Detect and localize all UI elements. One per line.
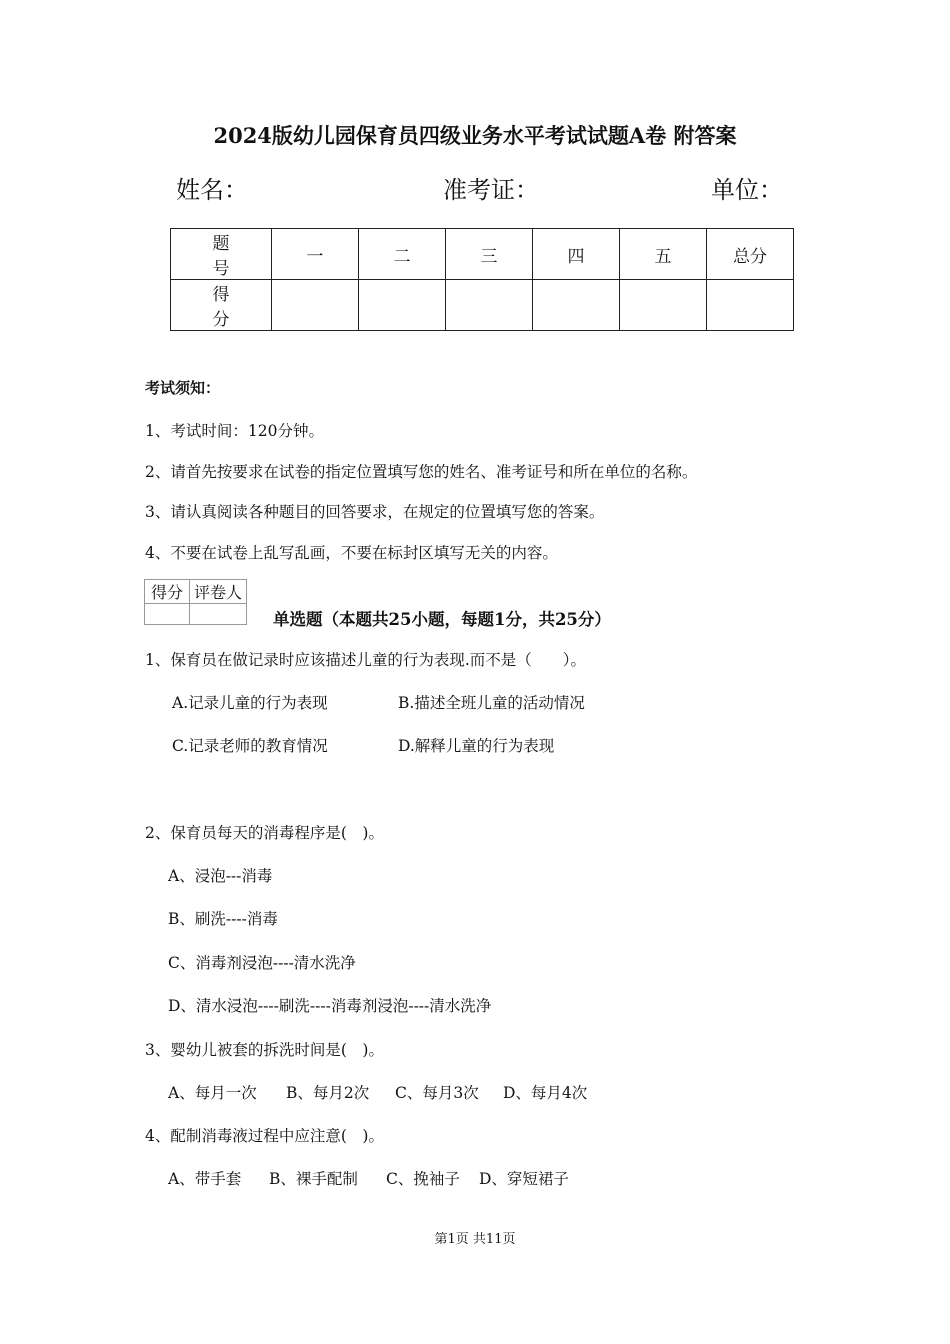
notice-item: 3、请认真阅读各种题目的回答要求，在规定的位置填写您的答案。: [145, 503, 605, 521]
grader-score-label: 得分: [145, 580, 190, 604]
score-cell-2[interactable]: [359, 280, 446, 331]
score-cell-3[interactable]: [446, 280, 533, 331]
name-label: 姓名：: [176, 176, 248, 204]
unit-label: 单位：: [711, 176, 783, 204]
header-cell-5: 五: [620, 229, 707, 280]
question-option: A、每月一次: [168, 1084, 257, 1102]
header-cell-label: 题 号: [171, 229, 272, 280]
question-option: A.记录儿童的行为表现: [172, 694, 328, 712]
question-stem: 1、保育员在做记录时应该描述儿童的行为表现.而不是（ ）。: [145, 651, 587, 669]
question-option: A、浸泡---消毒: [168, 867, 273, 885]
question-option: B、刷洗----消毒: [168, 910, 278, 928]
notice-heading: 考试须知：: [145, 379, 221, 397]
question-stem: 2、保育员每天的消毒程序是( )。: [145, 824, 384, 842]
question-option: D、每月4次: [503, 1084, 588, 1102]
question-option: D、穿短裙子: [479, 1170, 569, 1188]
question-option: B.描述全班儿童的活动情况: [398, 694, 585, 712]
grader-box: [144, 579, 247, 625]
exam-number-label: 准考证：: [443, 176, 539, 204]
score-cell-total[interactable]: [707, 280, 794, 331]
question-option: C.记录老师的教育情况: [172, 737, 328, 755]
header-cell-4: 四: [533, 229, 620, 280]
section-title: 单选题（本题共25小题，每题1分，共25分）: [273, 610, 611, 629]
notice-item: 4、不要在试卷上乱写乱画，不要在标封区填写无关的内容。: [145, 544, 558, 562]
question-option: C、挽袖子: [386, 1170, 460, 1188]
grader-reviewer-label: 评卷人: [190, 580, 247, 604]
header-cell-1: 一: [272, 229, 359, 280]
notice-item: 1、考试时间：120分钟。: [145, 422, 324, 440]
score-table: [170, 228, 794, 331]
question-option: D.解释儿童的行为表现: [398, 737, 555, 755]
question-option: D、清水浸泡----刷洗----消毒剂浸泡----清水洗净: [168, 997, 492, 1015]
question-stem: 4、配制消毒液过程中应注意( )。: [145, 1127, 384, 1145]
exam-title: 2024版幼儿园保育员四级业务水平考试试题A卷 附答案: [213, 123, 737, 148]
score-cell-5[interactable]: [620, 280, 707, 331]
score-cell-1[interactable]: [272, 280, 359, 331]
grader-reviewer-cell[interactable]: [190, 604, 247, 625]
header-cell-2: 二: [359, 229, 446, 280]
header-cell-3: 三: [446, 229, 533, 280]
question-option: B、裸手配制: [269, 1170, 358, 1188]
score-table-header-row: [171, 229, 794, 280]
page-footer: 第1页 共11页: [434, 1232, 516, 1247]
grader-score-cell[interactable]: [145, 604, 190, 625]
question-option: A、带手套: [168, 1170, 242, 1188]
question-option: C、消毒剂浸泡----清水洗净: [168, 954, 356, 972]
score-cell-4[interactable]: [533, 280, 620, 331]
header-cell-total: 总分: [707, 229, 794, 280]
question-option: C、每月3次: [395, 1084, 479, 1102]
question-stem: 3、婴幼儿被套的拆洗时间是( )。: [145, 1041, 384, 1059]
notice-item: 2、请首先按要求在试卷的指定位置填写您的姓名、准考证号和所在单位的名称。: [145, 463, 698, 481]
score-table-score-row: [171, 280, 794, 331]
score-row-label: 得 分: [171, 280, 272, 331]
question-option: B、每月2次: [286, 1084, 370, 1102]
